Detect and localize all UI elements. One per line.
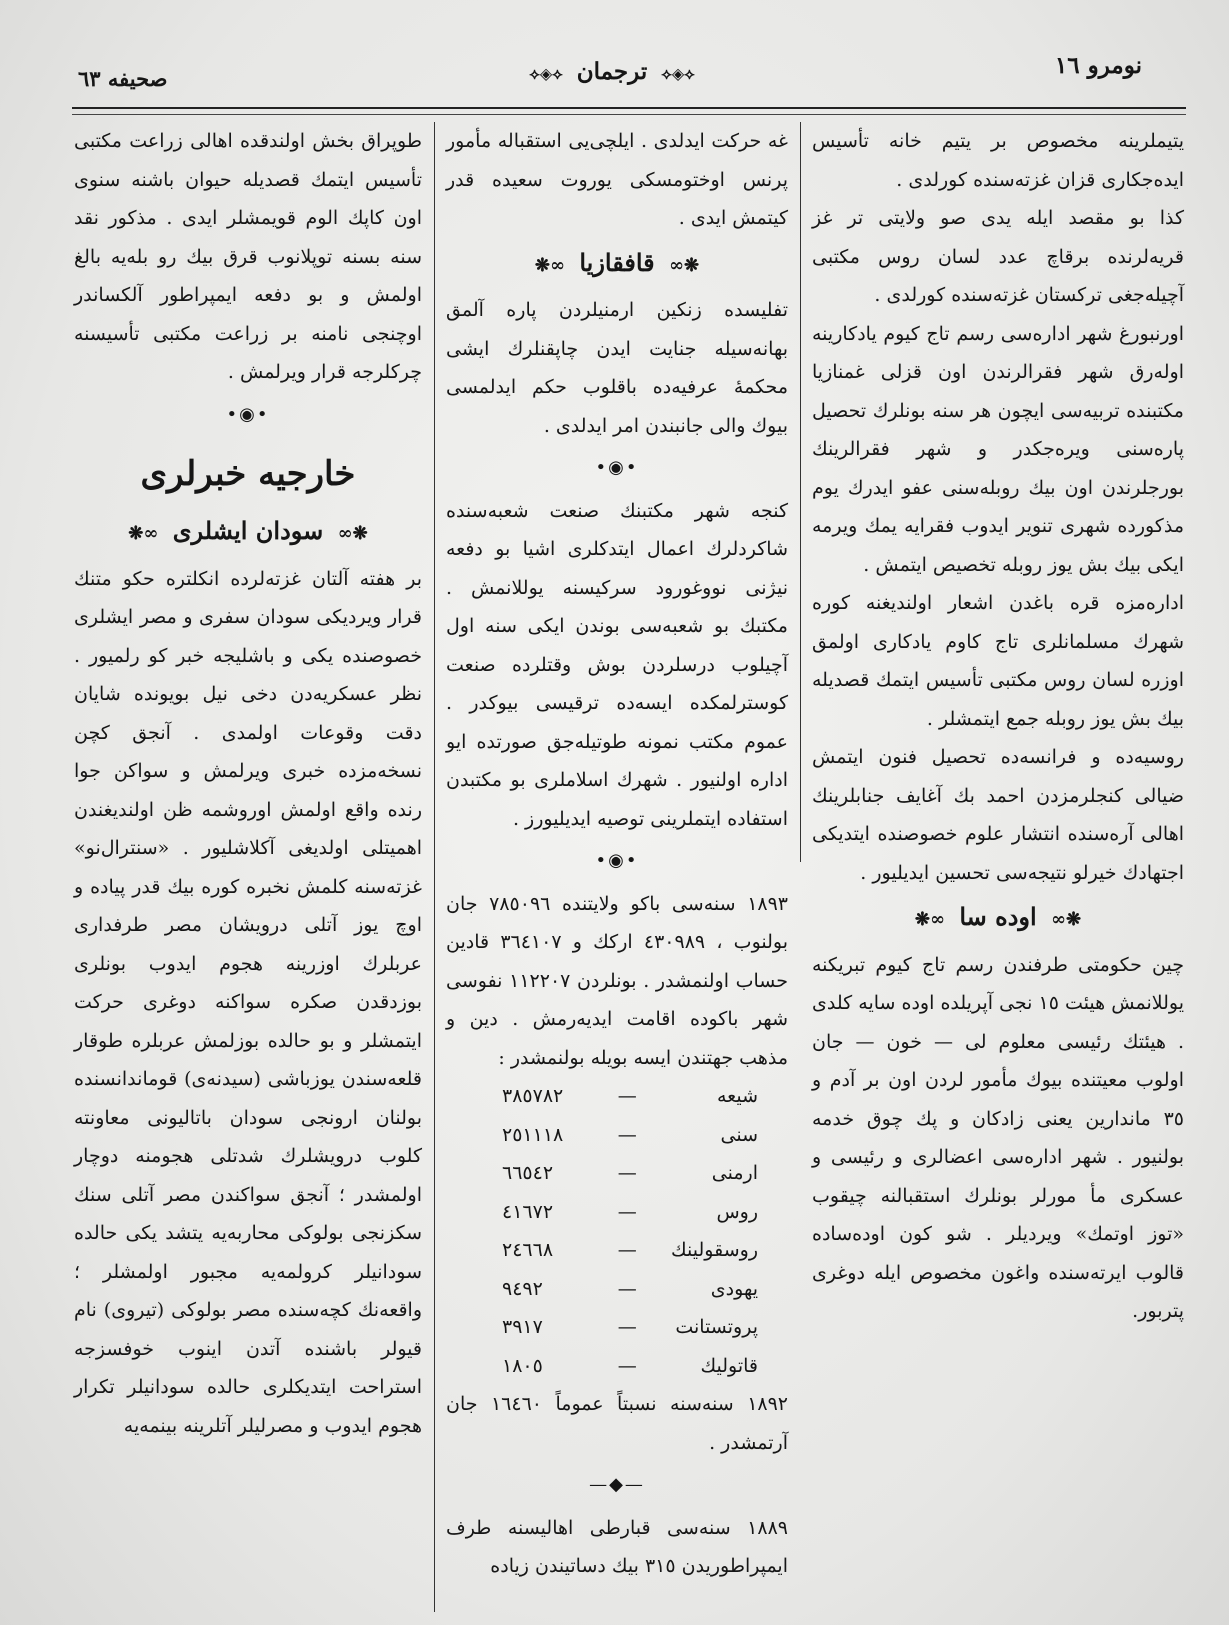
stat-name: قاتوليك (700, 1354, 758, 1377)
swirl-ornament-icon: ❋∞ (914, 909, 945, 930)
swirl-ornament-icon: ∞❋ (337, 523, 368, 544)
header-rule-thin (72, 114, 1186, 115)
column-right (812, 122, 1184, 1331)
stat-value: ٤١٦٧٢ (502, 1200, 554, 1223)
swirl-ornament-icon: ❋∞ (128, 523, 159, 544)
stat-value: ٦٦٥٤٢ (502, 1162, 554, 1184)
stat-value: ٣٩١٧ (502, 1316, 543, 1338)
page-number: صحيفه ٦٣ (78, 66, 168, 91)
page-header (72, 42, 1152, 104)
table-row (446, 1347, 788, 1386)
section-title: سودان ايشلرى (172, 516, 324, 545)
stat-dash: — (617, 1316, 637, 1338)
paragraph: ١٨٩٢ سنه‌سنه نسبتاً عموماً ١٦٤٦٠ جان آرتمشدر . (446, 1393, 789, 1454)
column-left (74, 122, 422, 1445)
paragraph: تفليسده زنكين ارمنيلردن پاره آلمق بهانه‌سيله جنايت ايدن چاپقنلرك ايشى محكمهٔ عرفيه‌ده باقلوب حكم ايدلمسى بيوك والى جانبندن امر ايدلدى . (446, 299, 788, 437)
paragraph: طوپراق بخش اولندقده اهالى زراعت مكتبى تأسيس ايتمك قصديله حيوان باشنه سنوى اون كاپك الوم قويمشلر ايدى . مذكور نقد سنه بسنه توپلانوب قرق بيك رو بله‌يه بالغ اولمش و بو دفعه ايمپراطور آلكساندر اوچنجى نامنه بر زراعت مكتبى تأسيسنه چركلرجه قرار ويرلمش . (74, 130, 422, 383)
stat-dash: — (617, 1162, 637, 1184)
stat-dash: — (617, 1085, 637, 1107)
dots-separator-icon: •◉• (226, 403, 270, 425)
column-divider-right (800, 122, 801, 862)
swirl-ornament-icon: ∞❋ (669, 254, 700, 276)
paragraph: ١٨٨٩ سنه‌سى قبارطى اهاليسنه طرف ايمپراطوريدن ٣١٥ بيك دساتيندن زياده (446, 1516, 788, 1577)
masthead-ornament-left: ⟡◈⟡ (529, 64, 563, 83)
table-row (446, 1116, 788, 1155)
table-row (446, 1270, 788, 1309)
stat-value: ١٨٠٥ (502, 1354, 543, 1377)
masthead-ornament-right: ⟡◈⟡ (661, 64, 695, 83)
section-heading (446, 244, 788, 286)
diamond-separator-icon: —◆— (589, 1474, 645, 1495)
stat-dash: — (617, 1239, 637, 1261)
paragraph: اورنبورغ شهر اداره‌سى رسم تاج كيوم يادكارينه اوله‌رق شهر فقرالرندن اون قزلى غمنازيا مكتبنده تربيه‌سى ايچون هر سنه بونلرك تحصيل پاره‌سنى ويره‌جكدر و شهر فقرالرينك بورجلرندن اون بيك روبله‌سنى عفو ايدرك يوم مذكورده شهرى تنوير ايدوب فقرايه يمك ويرمه ايكى بيك بش يوز روبله تخصيص ايتمش . (812, 322, 1184, 576)
stat-value: ٢٤٦٦٨ (502, 1239, 554, 1261)
paragraph: ١٨٩٣ سنه‌سى باكو ولايتنده ٧٨٥٠٩٦ جان بولنوب ، ٤٣٠٩٨٩ اركك و ٣٦٤١٠٧ قادين حساب اولنمشدر . بونلردن ١١٢٢٠٧ نفوسى شهر باكوده اقامت ايديه‌رمش . دين و مذهب جهتندن ايسه بويله بولنمشدر : (446, 892, 789, 1069)
stat-name: يهودى (710, 1277, 758, 1300)
stat-value: ٩٤٩٢ (502, 1277, 543, 1300)
stat-dash: — (617, 1354, 637, 1377)
issue-number: نومرو ١٦ (1054, 52, 1142, 79)
main-section-title: خارجيه خبرلرى (140, 454, 356, 494)
section-heading (74, 512, 422, 554)
table-row (446, 1193, 788, 1232)
stat-value: ٢٥١١١٨ (502, 1123, 564, 1146)
population-table (446, 1077, 788, 1385)
paragraph: روسيه‌ده و فرانسه‌ده تحصيل فنون ايتمش ضيالى كنجلرمزدن احمد بك آغايف جنابلرينك اهالى آره‌سنده انتشار علوم خصوصنده ايتديكى اجتهادك خيرلو نتيجه‌سى تحسين ايديليور . (812, 746, 1184, 884)
table-row (446, 1308, 788, 1347)
stat-dash: — (617, 1277, 637, 1300)
paragraph: بر هفته آلتان غزته‌لرده انكلتره حكو متنك قرار ويرديكى سودان سفرى و مصر ايشلرى خصوصنده يكى و باشليجه خبر كو رلميور . نظر عسكريه‌دن دخى نيل بويونده شايان دقت وقوعات اولمدى . آنجق كچن نسخه‌مزده خبرى ويرلمش و سواكن جوا رنده واقع اولمش اوروشمه ظن اولنديغندن اهميتلى اولديغى آكلاشليور . «سنترال‌نو» غزته‌سنه كلمش نخبره كوره بيك قدر پياده و اوچ يوز آتلى درويشان مصر طرفدارى عربلرك اوزرينه هجوم ايدوب بونلرى بوزدقدن صكره سواكنه دوغرى حركت ايتمشلر و بو حالده بوزلمش عربلره طوقار قلعه‌سندن يوزباشى (سيدنه‌ى) قوماندانسنده بولنان ارونجى سودان باتاليونى معاونته كلوب درويشلرك شدتلى هجومنه دوچار اولمشدر ؛ آنجق سواكندن مصر آتلى سنك سكزنجى بولوكى محاربه‌يه يتشد يكى حالده سودانيلر كرولمه‌يه مجبور اولمشلر ؛ واقعه‌نك كچه‌سنده مصر بولوكى (تيروى) نام قيولر باشنده آتدن اينوب خوفسزجه استراحت ايتديكلرى حالده سودانيلر تكرار هجوم ايدوب و مصرليلر آتلرينه بينمه‌يه (74, 567, 422, 1437)
stat-name: ارمنى (711, 1162, 758, 1184)
section-heading (812, 898, 1184, 940)
paragraph: كنجه شهر مكتبنك صنعت شعبه‌سنده شاكردلرك اعمال ايتدكلرى اشيا بو دفعه نيژنى نووغورود سركيسنه يوللانمش . مكتبك بو شعبه‌سى بوندن ايكى سنه اول آچيلوب درسلردن بوش وقتلرده صنعت كوسترلمكده ايسه‌ده ترقيسى بيوكدر . عموم مكتب نمونه طوتيله‌جق صورتده ايو اداره اولنيور . شهرك اسلاملرى بو مكتبدن استفاده ايتملرينى توصيه ايديليورز . (446, 499, 788, 830)
swirl-ornament-icon: ❋∞ (534, 254, 565, 276)
stat-name: سنى (720, 1123, 758, 1146)
stat-dash: — (617, 1123, 637, 1146)
section-title: قافقازيا (579, 247, 655, 277)
header-rule (72, 107, 1186, 109)
stat-value: ٣٨٥٧٨٢ (502, 1085, 564, 1107)
paragraph: اداره‌مزه قره باغدن اشعار اولنديغنه كوره شهرك مسلمانلرى تاج كاوم يادكارى اولمق اوزره لسان روس مكتبى تأسيس ايتمك قصديله بيك بش يوز روبله جمع ايتمشلر . (812, 592, 1184, 730)
paragraph: غه حركت ايدلدى . ايلچى‌يى استقباله مأمور پرنس اوختومسكى يوروت سعيده قدر كيتمش ايدى . (446, 130, 788, 229)
column-middle (446, 122, 788, 1586)
newspaper-title: ترجمان (576, 58, 648, 85)
stat-name: روسقولينك (671, 1239, 758, 1261)
stat-name: شيعه (716, 1085, 758, 1107)
paragraph: يتيملرينه مخصوص بر يتيم خانه تأسيس ايده‌جكارى قزان غزته‌سنده كورلدى . (812, 130, 1184, 191)
masthead (72, 58, 1152, 85)
section-title: اوده سا (959, 902, 1037, 931)
stat-name: روس (716, 1200, 758, 1223)
column-divider-left (434, 122, 435, 1612)
table-row (446, 1231, 788, 1270)
dots-separator-icon: •◉• (595, 850, 639, 871)
swirl-ornament-icon: ∞❋ (1051, 909, 1082, 930)
table-row (446, 1154, 788, 1193)
stat-dash: — (617, 1200, 637, 1223)
stat-name: پروتستانت (675, 1316, 758, 1338)
table-row (446, 1077, 788, 1116)
paragraph: چين حكومتى طرفندن رسم تاج كيوم تبريكنه يوللانمش هيئت ١٥ نجى آپريلده اوده سايه كلدى . هيئتك رئيسى معلوم لى — خون — جان اولوب معيتنده بيوك مأمور لردن اون بر آدم و ٣٥ ماندارين يعنى زادكان و پك چوق خدمه بولنيور . شهر اداره‌سى اعضالرى و رئيسى و عسكرى مأ مورلر بونلرك استقبالنه چيقوب «توز اوتمك» ويرديلر . شو كون اوده‌ساده قالوب ايرته‌سنده واغون مخصوص ايله دوغرى پتربور. (812, 953, 1184, 1322)
dots-separator-icon: •◉• (595, 457, 639, 478)
paragraph: كذا بو مقصد ايله يدى صو ولايتى تر غز قريه‌لرنده برقاچ عدد لسان روس مكتبى آچيله‌جغى تركستان غزته‌سنده كورلدى . (812, 207, 1184, 306)
